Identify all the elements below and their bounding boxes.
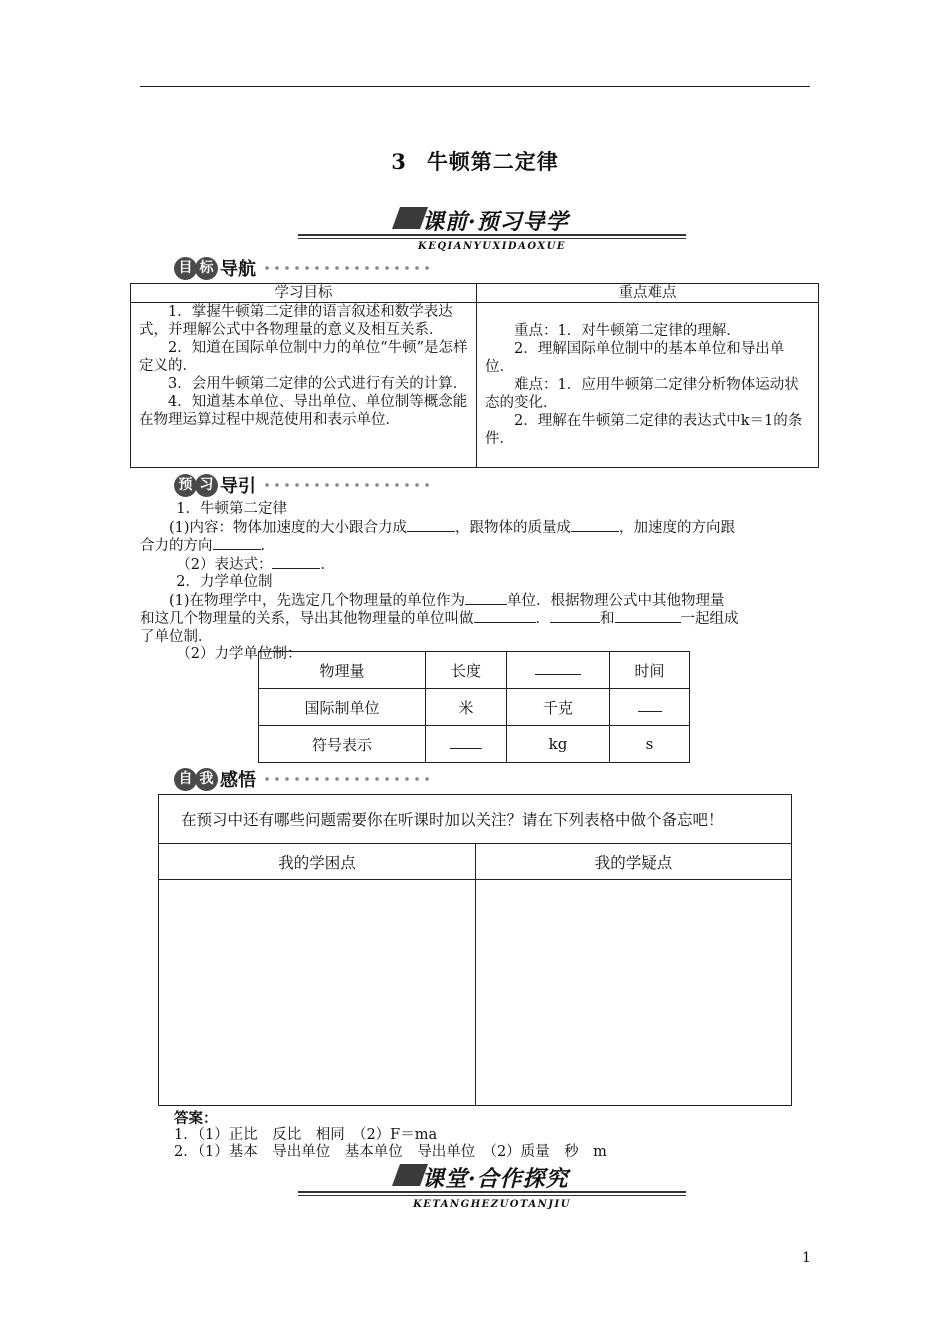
subhead-self-reflection: 自 我 感悟 bbox=[174, 766, 430, 792]
memo-table bbox=[158, 794, 792, 1106]
table-row: 符号表示 kg s bbox=[259, 726, 690, 763]
blank bbox=[550, 610, 600, 623]
unit-table bbox=[258, 651, 690, 763]
blank bbox=[535, 662, 581, 675]
memo-input-doubts[interactable] bbox=[476, 880, 792, 1106]
preview-guide-text: 1．牛顿第二定律 (1)内容：物体加速度的大小跟合力成 ，跟物体的质量成 ，加速度的方向跟 合力的方向 ． （2）表达式： ． 2．力学单位制 (1)在物理学中，先选定几个物理量的单位作为 单位．根据物理公式中其他物理量 和这几个物理量的关系，导出其他物理量的单位叫做 ． 和 一起组成 了单位制． （2）力学单位制： bbox=[140, 501, 812, 664]
blank bbox=[571, 519, 619, 532]
dots-decoration bbox=[262, 774, 430, 784]
memo-prompt: 在预习中还有哪些问题需要你在听课时加以关注？请在下列表格中做个备忘吧！ bbox=[159, 795, 792, 844]
table-row: 国际制单位 米 千克 bbox=[259, 689, 690, 726]
page-number: 1 bbox=[802, 1250, 811, 1266]
blank bbox=[615, 610, 681, 623]
subhead-goals-nav: 目 标 导航 bbox=[174, 255, 430, 281]
blank bbox=[474, 610, 536, 623]
dots-decoration bbox=[262, 263, 430, 273]
memo-col-difficulties: 我的学困点 bbox=[159, 844, 476, 880]
banner-pinyin: KEQIANYUXIDAOXUE bbox=[418, 241, 566, 252]
answers bbox=[174, 1110, 607, 1161]
heading-unit-system: 2．力学单位制 bbox=[176, 574, 273, 590]
header-rule bbox=[140, 86, 810, 87]
goals-table bbox=[130, 283, 819, 468]
answers-line-1: 1．（1）正比 反比 相同 （2）F＝ma bbox=[174, 1127, 438, 1143]
blank bbox=[213, 537, 261, 550]
section-banner-preview bbox=[298, 205, 686, 239]
blank bbox=[450, 736, 482, 749]
table-row: 物理量 长度 时间 bbox=[259, 652, 690, 689]
title-text: 牛顿第二定律 bbox=[426, 149, 559, 174]
dots-decoration bbox=[262, 480, 430, 490]
keys-header: 重点难点 bbox=[477, 284, 819, 303]
blank bbox=[272, 556, 320, 569]
subhead-preview-guide: 预 习 导引 bbox=[174, 472, 430, 498]
memo-col-doubts: 我的学疑点 bbox=[476, 844, 792, 880]
page-title bbox=[0, 146, 950, 176]
banner-pinyin: KETANGHEZUOTANJIU bbox=[413, 1199, 571, 1210]
title-number: 3 bbox=[391, 149, 407, 174]
banner-text: 课前·预习导学 bbox=[422, 209, 569, 235]
memo-input-difficulties[interactable] bbox=[159, 880, 476, 1106]
blank bbox=[465, 592, 507, 605]
answers-label: 答案： bbox=[174, 1110, 218, 1127]
banner-text: 课堂·合作探究 bbox=[422, 1166, 569, 1192]
keys-cell: 重点：1．对牛顿第二定律的理解． 2．理解国际单位制中的基本单位和导出单位． 难点：1．应用牛顿第二定律分析物体运动状态的变化． 2．理解在牛顿第二定律的表达式中k＝1的条件． bbox=[477, 303, 819, 468]
blank bbox=[407, 519, 455, 532]
blank bbox=[638, 699, 662, 712]
section-banner-classroom bbox=[298, 1162, 686, 1196]
goals-cell: 1．掌握牛顿第二定律的语言叙述和数学表达式，并理解公式中各物理量的意义及相互关系． 2．知道在国际单位制中力的单位“牛顿”是怎样定义的． 3．会用牛顿第二定律的公式进行有关的计算． 4．知道基本单位、导出单位、单位制等概念能在物理运算过程中规范使用和表示单位． bbox=[131, 303, 477, 468]
answers-line-2: 2．（1）基本 导出单位 基本单位 导出单位 （2）质量 秒 m bbox=[174, 1144, 607, 1160]
heading-newton-law: 1．牛顿第二定律 bbox=[176, 501, 287, 517]
goals-header: 学习目标 bbox=[131, 284, 477, 303]
